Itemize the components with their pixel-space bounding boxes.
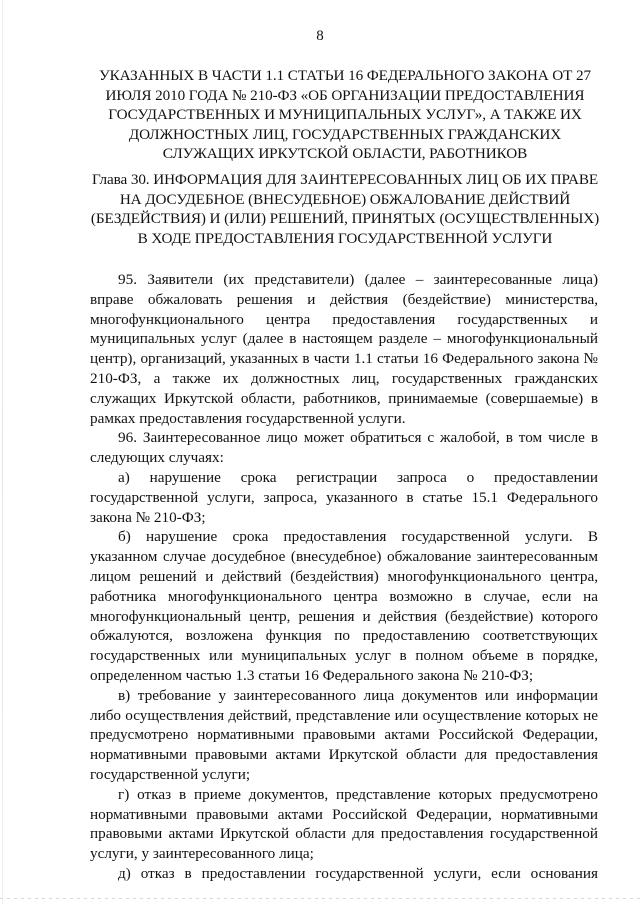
list-item-v: в) требование у заинтересованного лица документов или информации либо осуществления действий, представление или осуществление которых не предусмотрено нормативными правовыми актами Российской Федерации, нормативными правовыми актами Иркутской области для предоставления государственной услуги;	[90, 686, 598, 783]
scan-edge-bottom	[0, 898, 640, 899]
list-item-b: б) нарушение срока предоставления государственной услуги. В указанном случае досудебное (внесудебное) обжалование заинтересованным лицом решений и действий (бездействия) многофункционального центра, работника многофункционального центра возможно в случае, если на многофункциональный центр, решения и действия (бездействие) которого обжалуются, возложена функция по предоставлению соответствующих государственных или муниципальных услуг в полном объеме в порядке, определенном частью 1.3 статьи 16 Федерального закона № 210-ФЗ;	[90, 528, 598, 684]
page-number: 8	[316, 28, 324, 44]
paragraph-96: 96. Заинтересованное лицо может обратиться с жалобой, в том числе в следующих случаях:	[90, 429, 598, 467]
list-item-d: д) отказ в предоставлении государственной услуги, если основания	[118, 864, 598, 882]
chapter-30-heading: Глава 30. ИНФОРМАЦИЯ ДЛЯ ЗАИНТЕРЕСОВАННЫХ ЛИЦ ОБ ИХ ПРАВЕ НА ДОСУДЕБНОЕ (ВНЕСУДЕБНОЕ) ОБЖАЛОВАНИЕ ДЕЙСТВИЙ (БЕЗДЕЙСТВИЯ) И (ИЛИ) РЕШЕНИЙ, ПРИНЯТЫХ (ОСУЩЕСТВЛЕННЫХ) В ХОДЕ ПРЕДОСТАВЛЕНИЯ ГОСУДАРСТВЕННОЙ УСЛУГИ	[90, 171, 600, 247]
scan-edge-left	[2, 0, 3, 905]
paragraph-95: 95. Заявители (их представители) (далее – заинтересованные лица) вправе обжаловать решения и действия (бездействие) министерства, многофункционального центра предоставления государственных и муниципальных услуг (далее в настоящем разделе – многофункциональный центр), организаций, указанных в части 1.1 статьи 16 Федерального закона № 210-ФЗ, а также их должностных лиц, государственных гражданских служащих Иркутской области, работников, принимаемые (совершаемые) в рамках предоставления государственной услуги.	[90, 271, 598, 427]
section-heading-continued: УКАЗАННЫХ В ЧАСТИ 1.1 СТАТЬИ 16 ФЕДЕРАЛЬНОГО ЗАКОНА ОТ 27 ИЮЛЯ 2010 ГОДА № 210-ФЗ «ОБ ОРГАНИЗАЦИИ ПРЕДОСТАВЛЕНИЯ ГОСУДАРСТВЕННЫХ И МУНИЦИПАЛЬНЫХ УСЛУГ», А ТАКЖЕ ИХ ДОЛЖНОСТНЫХ ЛИЦ, ГОСУДАРСТВЕННЫХ ГРАЖДАНСКИХ СЛУЖАЩИХ ИРКУТСКОЙ ОБЛАСТИ, РАБОТНИКОВ	[98, 67, 592, 163]
list-item-g: г) отказ в приеме документов, представление которых предусмотрено нормативными правовыми актами Российской Федерации, нормативными правовыми актами Иркутской области для предоставления государственной услуги, у заинтересованного лица;	[90, 785, 598, 863]
list-item-a: а) нарушение срока регистрации запроса о предоставлении государственной услуги, запроса, указанного в статье 15.1 Федерального закона № 210-ФЗ;	[90, 468, 598, 526]
body-text	[90, 270, 598, 884]
